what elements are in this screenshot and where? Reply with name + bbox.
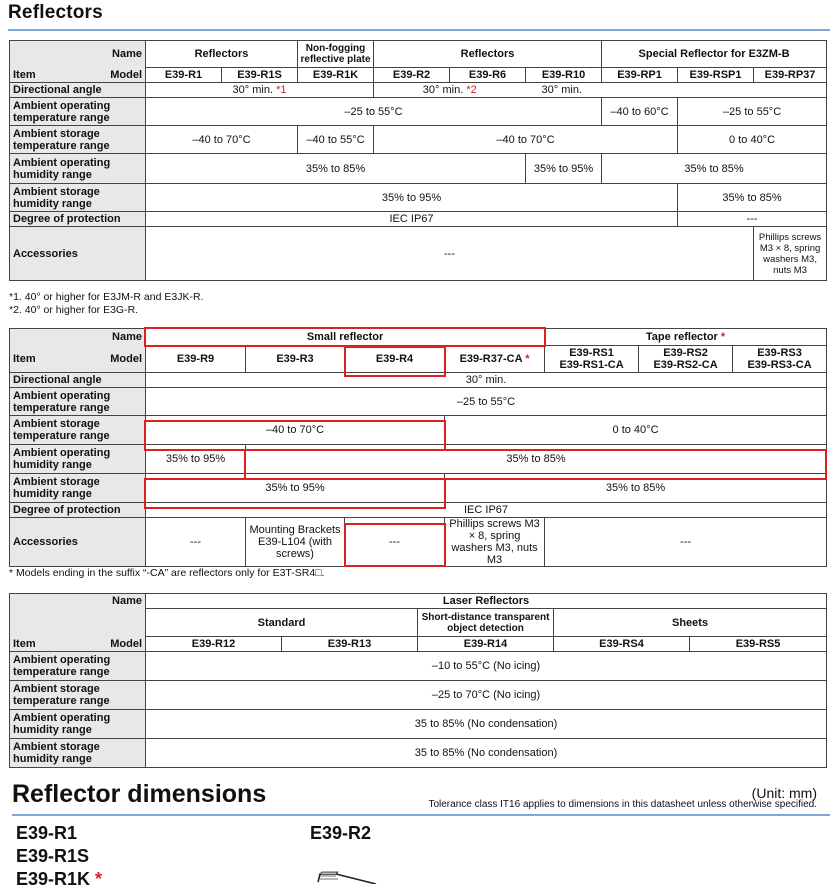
model-heading: E39-R1S [16,846,90,866]
model-cell: E39-RS5 [690,637,827,652]
row-label: Ambient storage temperature range [10,416,146,445]
row-label: Ambient operating humidity range [10,154,146,184]
model-heading: E39-R2 [310,823,372,843]
row-label: Ambient operating temperature range [10,98,146,126]
row-label: Degree of protection [10,503,146,518]
group-non-fogging: Non-fogging reflective plate [298,41,374,68]
value-cell: 0 to 40°C [678,126,827,154]
row-label: Ambient storage humidity range [10,474,146,503]
model-heading: E39-R1K * [16,869,103,889]
item-model-header: Item Model [10,637,146,652]
model-cell: E39-R13 [282,637,418,652]
value-cell: 35 to 85% (No condensation) [146,739,827,768]
row-label: Directional angle [10,373,146,388]
value-cell: --- [146,227,754,281]
model-cell: E39-R37-CA * [445,346,545,373]
value-cell: IEC IP67 [146,212,678,227]
model-cell: E39-R12 [146,637,282,652]
value-cell: –25 to 55°C [146,388,827,416]
value-cell: 35 to 85% (No condensation) [146,710,827,739]
value-cell: 30° min. *1 [146,83,374,98]
value-cell: 30° min. *2 [374,83,526,98]
subgroup-standard: Standard [146,609,418,637]
value-cell: 35% to 85% [602,154,827,184]
value-cell: 30° min. [526,83,827,98]
model-cell: E39-R3 [246,346,345,373]
dimensions-title: Reflector dimensions [12,780,267,808]
value-cell: 35% to 85% [678,184,827,212]
value-cell: –40 to 60°C [602,98,678,126]
row-label: Directional angle [10,83,146,98]
value-cell: 35% to 95% [146,184,678,212]
item-model-header: Item Model [10,346,146,373]
value-cell: Phillips screws M3 × 8, spring washers M3, nuts M3 [754,227,827,281]
model-cell: E39-R4 [345,346,445,373]
row-label: Ambient storage humidity range [10,739,146,768]
model-cell: E39-RS3 E39-RS3-CA [733,346,827,373]
group-laser-reflectors: Laser Reflectors [146,594,827,609]
name-header: Name [10,594,146,609]
row-label: Ambient storage humidity range [10,184,146,212]
row-label: Ambient operating temperature range [10,388,146,416]
model-cell: E39-R1 [146,68,222,83]
model-cell: E39-R6 [450,68,526,83]
value-cell: Phillips screws M3 × 8, spring washers M3, nuts M3 [445,518,545,567]
value-cell: 0 to 40°C [445,416,827,445]
footnote: *1. 40° or higher for E3JM-R and E3JK-R. [9,291,204,303]
value-cell: –40 to 55°C [298,126,374,154]
value-cell: –40 to 70°C [374,126,678,154]
row-label: Ambient operating humidity range [10,445,146,474]
row-label: Ambient operating humidity range [10,710,146,739]
reflectors-spec-table [9,40,827,281]
small-reflector-spec-table [9,328,827,567]
dimensions-divider [12,814,830,816]
model-cell: E39-R2 [374,68,450,83]
value-cell: –25 to 55°C [678,98,827,126]
laser-reflectors-spec-table [9,593,827,768]
model-cell: E39-RP1 [602,68,678,83]
model-cell: E39-R9 [146,346,246,373]
value-cell: 35% to 95% [146,445,246,474]
row-label: Ambient storage temperature range [10,681,146,710]
model-heading: E39-R1 [16,823,78,843]
footnote: *2. 40° or higher for E3G-R. [9,304,139,316]
model-cell: E39-RS2 E39-RS2-CA [639,346,733,373]
model-cell: E39-R10 [526,68,602,83]
model-cell: E39-R1S [222,68,298,83]
value-cell: –10 to 55°C (No icing) [146,652,827,681]
value-cell: –25 to 70°C (No icing) [146,681,827,710]
model-cell: E39-R1K [298,68,374,83]
group-small-reflector: Small reflector [146,329,545,346]
group-tape-reflector: Tape reflector * [545,329,827,346]
value-cell: –40 to 70°C [146,416,445,445]
value-cell: 35% to 85% [246,445,827,474]
group-reflectors: Reflectors [146,41,298,68]
model-cell: E39-RS1 E39-RS1-CA [545,346,639,373]
name-header: Name [10,329,146,346]
tolerance-note: Tolerance class IT16 applies to dimensions in this datasheet unless otherwise specified. [428,799,817,810]
model-cell: E39-RS4 [554,637,690,652]
row-label: Accessories [10,227,146,281]
model-cell: E39-R14 [418,637,554,652]
value-cell: --- [345,518,445,567]
section-title: Reflectors [8,2,103,23]
subgroup-sheets: Sheets [554,609,827,637]
section-divider [8,29,830,31]
footnote: * Models ending in the suffix “-CA” are reflectors only for E3T-SR4□. [9,567,325,579]
name-header-spacer [10,609,146,637]
value-cell: 35% to 85% [445,474,827,503]
group-special-reflector: Special Reflector for E3ZM-B [602,41,827,68]
item-model-header: Item Model [10,68,146,83]
row-label: Degree of protection [10,212,146,227]
unit-label: (Unit: mm) [751,785,817,801]
value-cell: 35% to 85% [146,154,526,184]
value-cell: --- [678,212,827,227]
value-cell: –40 to 70°C [146,126,298,154]
value-cell: IEC IP67 [146,503,827,518]
model-cell: E39-RSP1 [678,68,754,83]
group-reflectors-2: Reflectors [374,41,602,68]
subgroup-short-distance: Short-distance transparent object detection [418,609,554,637]
row-label: Ambient storage temperature range [10,126,146,154]
value-cell: Mounting Brackets E39-L104 (with screws) [246,518,345,567]
value-cell: --- [545,518,827,567]
value-cell: --- [146,518,246,567]
row-label: Accessories [10,518,146,567]
row-label: Ambient operating temperature range [10,652,146,681]
reflector-drawing-fragment [316,866,386,884]
name-header: Name [10,41,146,68]
value-cell: –25 to 55°C [146,98,602,126]
value-cell: 35% to 95% [146,474,445,503]
model-cell: E39-RP37 [754,68,827,83]
value-cell: 35% to 95% [526,154,602,184]
value-cell: 30° min. [146,373,827,388]
